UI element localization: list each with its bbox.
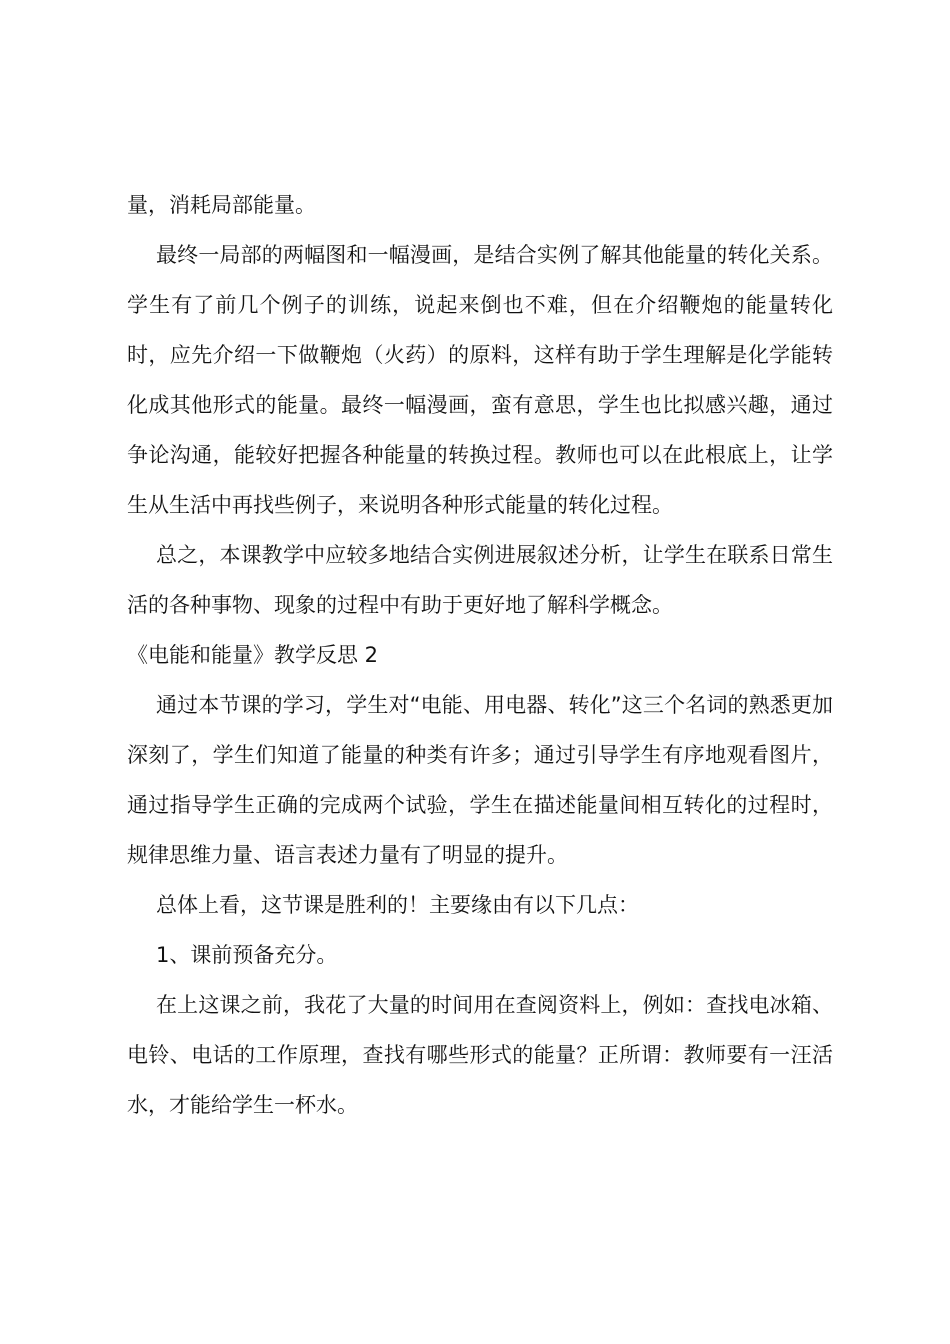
- paragraph-point-1: 1、课前预备充分。: [156, 943, 338, 967]
- paragraph-preparation: 在上这课之前，我花了大量的时间用在查阅资料上，例如：查找电冰箱、电铃、电话的工作原理，查找有哪些形式的能量？正所谓：教师要有一汪活水，才能给学生一杯水。: [127, 993, 833, 1117]
- section-title: 《电能和能量》教学反思 2: [127, 643, 379, 667]
- paragraph-continuation: 量，消耗局部能量。: [127, 193, 316, 217]
- paragraph-energy-conversion: 最终一局部的两幅图和一幅漫画，是结合实例了解其他能量的转化关系。学生有了前几个例子的训练，说起来倒也不难，但在介绍鞭炮的能量转化时，应先介绍一下做鞭炮（火药）的原料，这样有助于学生理解是化学能转化成其他形式的能量。最终一幅漫画，蛮有意思，学生也比拟感兴趣，通过争论沟通，能较好把握各种能量的转换过程。教师也可以在此根底上，让学生从生活中再找些例子，来说明各种形式能量的转化过程。: [127, 243, 833, 517]
- paragraph-learning-outcome: 通过本节课的学习，学生对“电能、用电器、转化”这三个名词的熟悉更加深刻了，学生们知道了能量的种类有许多；通过引导学生有序地观看图片，通过指导学生正确的完成两个试验，学生在描述能量间相互转化的过程时，规律思维力量、语言表述力量有了明显的提升。: [127, 693, 833, 867]
- paragraph-overall: 总体上看，这节课是胜利的！主要缘由有以下几点：: [156, 893, 639, 917]
- document-page: [127, 180, 833, 1130]
- paragraph-summary: 总之，本课教学中应较多地结合实例进展叙述分析，让学生在联系日常生活的各种事物、现象的过程中有助于更好地了解科学概念。: [127, 543, 833, 617]
